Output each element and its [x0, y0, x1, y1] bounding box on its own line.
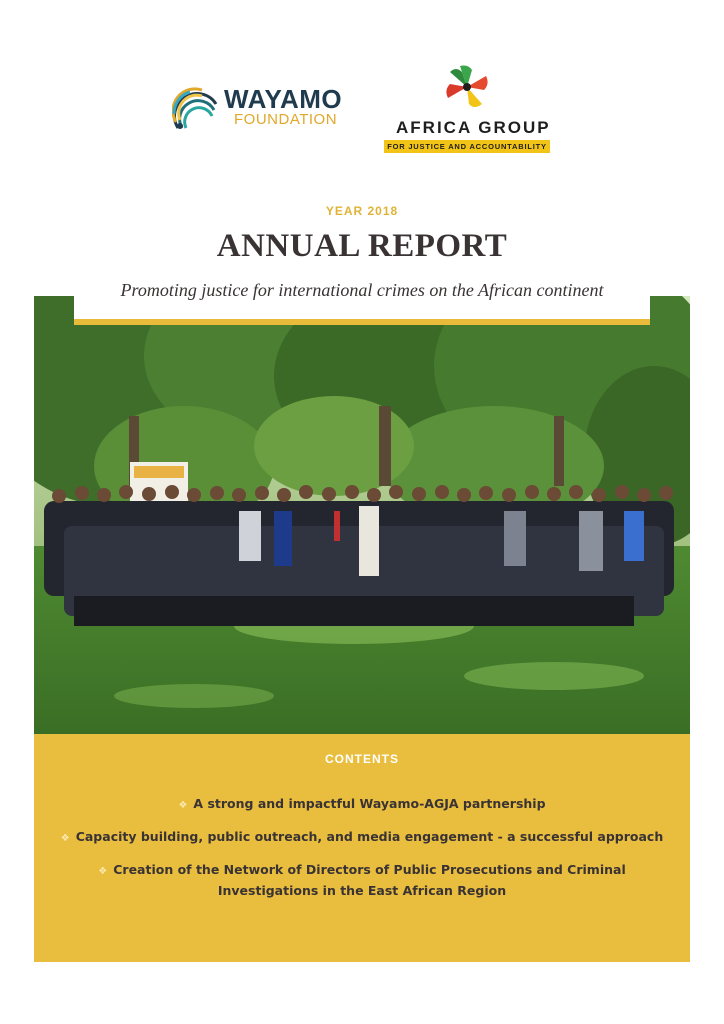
wayamo-foundation-logo: [172, 84, 358, 132]
contents-item: [54, 827, 670, 848]
diamond-bullet-icon: ❖: [60, 833, 70, 844]
africa-group-logo: [382, 62, 554, 154]
subtitle-banner: [74, 276, 650, 325]
contents-item-text: Capacity building, public outreach, and media engagement - a successful approach: [75, 829, 664, 844]
page-subtitle: Promoting justice for international crimes on the African continent: [120, 280, 604, 300]
cover-group-photo: [34, 296, 690, 734]
contents-item: [54, 794, 670, 815]
group-photo-illustration: [34, 296, 690, 734]
pinwheel-icon: [442, 62, 492, 112]
contents-item-text: Creation of the Network of Directors of Public Prosecutions and Criminal Investigations in the East African Region: [113, 862, 626, 898]
wayamo-arcs-icon: [172, 84, 220, 132]
contents-item-text: A strong and impactful Wayamo-AGJA partnership: [193, 796, 546, 811]
wayamo-name: WAYAMO: [224, 84, 343, 114]
wayamo-subtitle: FOUNDATION: [234, 111, 338, 128]
contents-item: [64, 860, 660, 900]
contents-heading: CONTENTS: [325, 752, 399, 766]
report-year: YEAR 2018: [325, 204, 399, 218]
diamond-bullet-icon: ❖: [98, 866, 108, 877]
agja-name: AFRICA GROUP: [396, 118, 551, 137]
agja-tagline: FOR JUSTICE AND ACCOUNTABILITY: [384, 140, 550, 153]
page-title: ANNUAL REPORT: [216, 228, 508, 264]
diamond-bullet-icon: ❖: [178, 800, 188, 811]
contents-panel: [34, 734, 690, 962]
